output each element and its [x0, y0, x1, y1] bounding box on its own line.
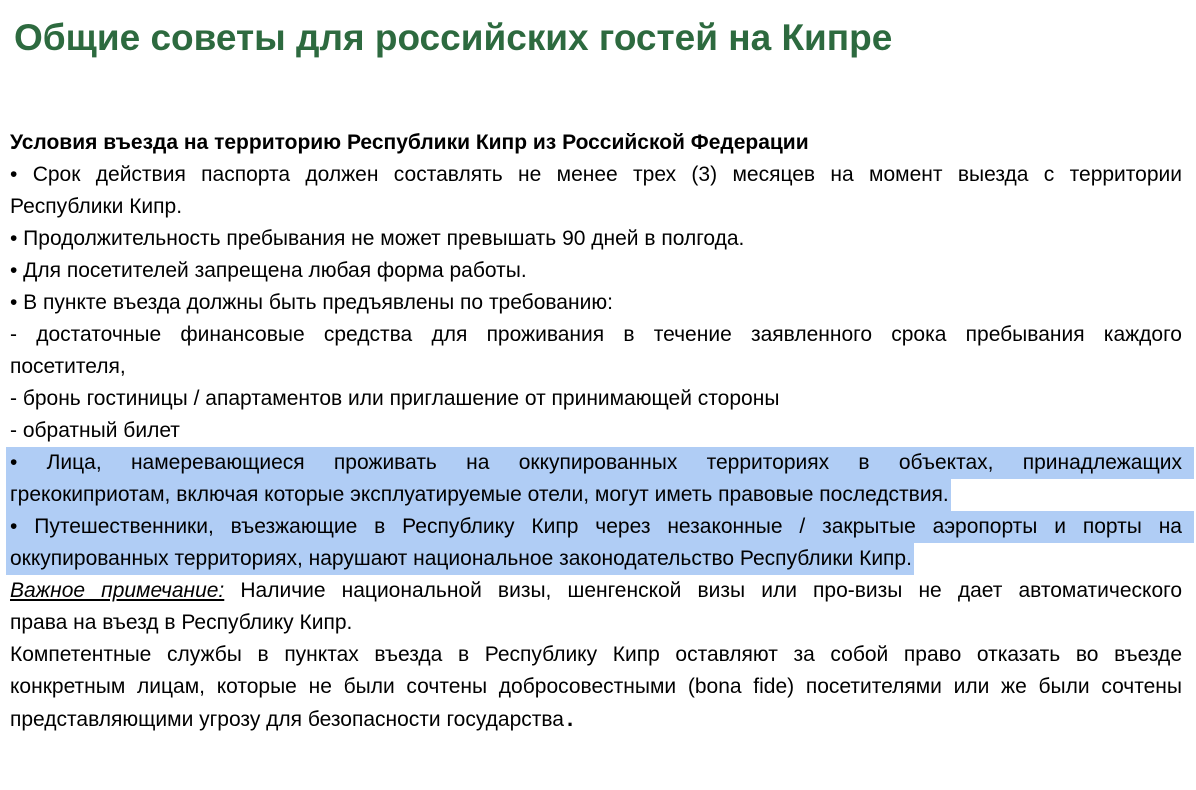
- text-segment: Условия въезда на территорию Республики Кипр из Российской Федерации: [10, 131, 809, 154]
- document-body: [0, 127, 1196, 736]
- competent-services-line3: [10, 703, 1182, 736]
- text-segment: посетителя,: [10, 355, 126, 378]
- dash-return-ticket: [10, 415, 1182, 447]
- important-note-line2: [10, 607, 1182, 639]
- text-segment: Компетентные службы в пунктах въезда в Республику Кипр оставляют за собой право отказать во въезде: [10, 643, 1182, 666]
- text-segment: • В пункте въезда должны быть предъявлены по требованию:: [10, 291, 613, 314]
- page-title: Общие советы для российских гостей на Кипре: [14, 17, 893, 58]
- text-segment: - бронь гостиницы / апартаментов или приглашение от принимающей стороны: [10, 387, 780, 410]
- competent-services-line1: [10, 639, 1182, 671]
- bullet-no-work: [10, 255, 1182, 287]
- highlighted-airports-line2: [10, 543, 1182, 575]
- text-segment: • Путешественники, въезжающие в Республику Кипр через незаконные / закрытые аэропорты и порты на: [10, 515, 1182, 538]
- text-segment: представляющими угрозу для безопасности государства: [10, 708, 564, 731]
- bullet-stay-duration: [10, 223, 1182, 255]
- text-segment: оккупированных территориях, нарушают национальное законодательство Республики Кипр.: [10, 547, 912, 570]
- content-lines: [10, 127, 1182, 736]
- text-segment: Республики Кипр.: [10, 195, 183, 218]
- text-segment: • Срок действия паспорта должен составлять не менее трех (3) месяцев на момент выезда с территории: [10, 163, 1182, 186]
- text-segment: • Для посетителей запрещена любая форма работы.: [10, 259, 527, 282]
- text-segment: Важное примечание:: [10, 579, 225, 602]
- bullet-entry-point: [10, 287, 1182, 319]
- dash-funds-line1: [10, 319, 1182, 351]
- text-segment: Наличие национальной визы, шенгенской визы или про-визы не дает автоматического: [224, 579, 1183, 602]
- text-segment: .: [566, 706, 574, 731]
- dash-funds-line2: [10, 351, 1182, 383]
- text-segment: права на въезд в Республику Кипр.: [10, 611, 353, 634]
- competent-services-line2: [10, 671, 1182, 703]
- bullet-passport-line2: [10, 191, 1182, 223]
- highlighted-occupied-line2-selection: [6, 478, 951, 511]
- dash-hotel-booking: [10, 383, 1182, 415]
- important-note-line1: [10, 575, 1182, 607]
- text-segment: • Продолжительность пребывания не может превышать 90 дней в полгода.: [10, 227, 745, 250]
- bullet-passport-line1: [10, 159, 1182, 191]
- highlighted-occupied-line1: [6, 447, 1194, 479]
- highlighted-airports-line2-selection: [6, 542, 914, 575]
- highlighted-airports-line1: [6, 511, 1194, 543]
- section-heading: [10, 127, 1182, 159]
- text-segment: грекокиприотам, включая которые эксплуатируемые отели, могут иметь правовые последствия.: [10, 483, 949, 506]
- text-segment: • Лица, намеревающиеся проживать на оккупированных территориях в объектах, принадлежащих: [10, 451, 1182, 474]
- text-segment: - достаточные финансовые средства для проживания в течение заявленного срока пребывания каждого: [10, 323, 1182, 346]
- highlighted-occupied-line2: [10, 479, 1182, 511]
- text-segment: - обратный билет: [10, 419, 180, 442]
- text-segment: конкретным лицам, которые не были сочтены добросовестными (bona fide) посетителями или же были сочтены: [10, 675, 1182, 698]
